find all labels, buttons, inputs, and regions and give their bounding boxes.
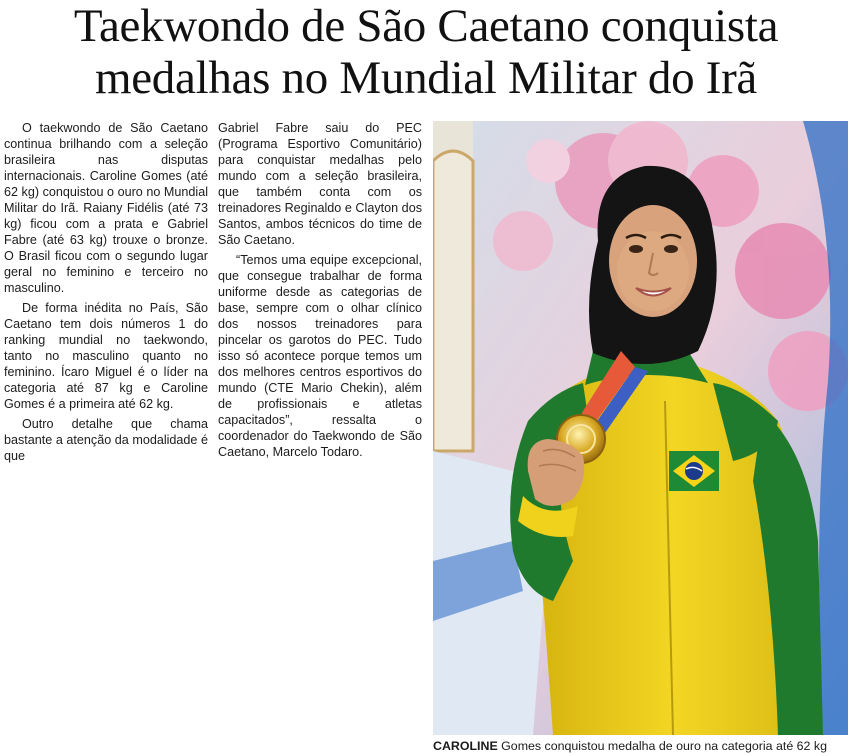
caption-text: Gomes conquistou medalha de ouro na categoria até 62 kg [497, 739, 827, 753]
paragraph: Outro detalhe que chama bastante a atenção da modalidade é que [4, 417, 208, 463]
headline [0, 0, 852, 104]
athlete-photo [433, 121, 848, 735]
paragraph: De forma inédita no País, São Caetano tem dois números 1 do ranking mundial no taekwondo, tanto no masculino quanto no feminino. Ícaro Miguel é o líder na categoria até 87 kg e Caroline Gomes é a primeira até 62 kg. [4, 301, 208, 411]
athlete-photo-illustration [433, 121, 848, 735]
headline-line-1: Taekwondo de São Caetano conquista [73, 0, 779, 52]
paragraph: Gabriel Fabre saiu do PEC (Programa Esportivo Comunitário) para conquistar medalhas pelo mundo com a seleção brasileira, que também conta com os treinadores Reginaldo e Clayton dos Santos, ambos técnicos do time de São Caetano. [218, 121, 422, 247]
caption-lead: CAROLINE [433, 739, 498, 753]
paragraph: O taekwondo de São Caetano continua brilhando com a seleção brasileira nas disputas internacionais. Caroline Gomes (até 62 kg) conquistou o ouro no Mundial Militar do Irã. Raiany Fidélis (até 73 kg) ficou com a prata e Gabriel Fabre (até 63 kg) trouxe o bronze. O Brasil ficou com o segundo lugar geral no feminino e terceiro no masculino. [4, 121, 208, 295]
article-column-2 [218, 120, 422, 464]
paragraph: “Temos uma equipe excepcional, que consegue trabalhar de forma uniforme desde as categorias de base, sempre com o olhar clínico dos nossos treinadores para pincelar os garotos do PEC. Tudo isso só acontece porque temos um dos melhores centros esportivos do mundo (CTE Mario Chekin), além de profissionais e atletas capacitados”, ressalta o coordenador do Taekwondo de São Caetano, Marcelo Todaro. [218, 253, 422, 459]
article-column-1 [4, 120, 208, 468]
headline-line-2: medalhas no Mundial Militar do Irã [94, 52, 757, 104]
photo-caption [433, 738, 852, 754]
